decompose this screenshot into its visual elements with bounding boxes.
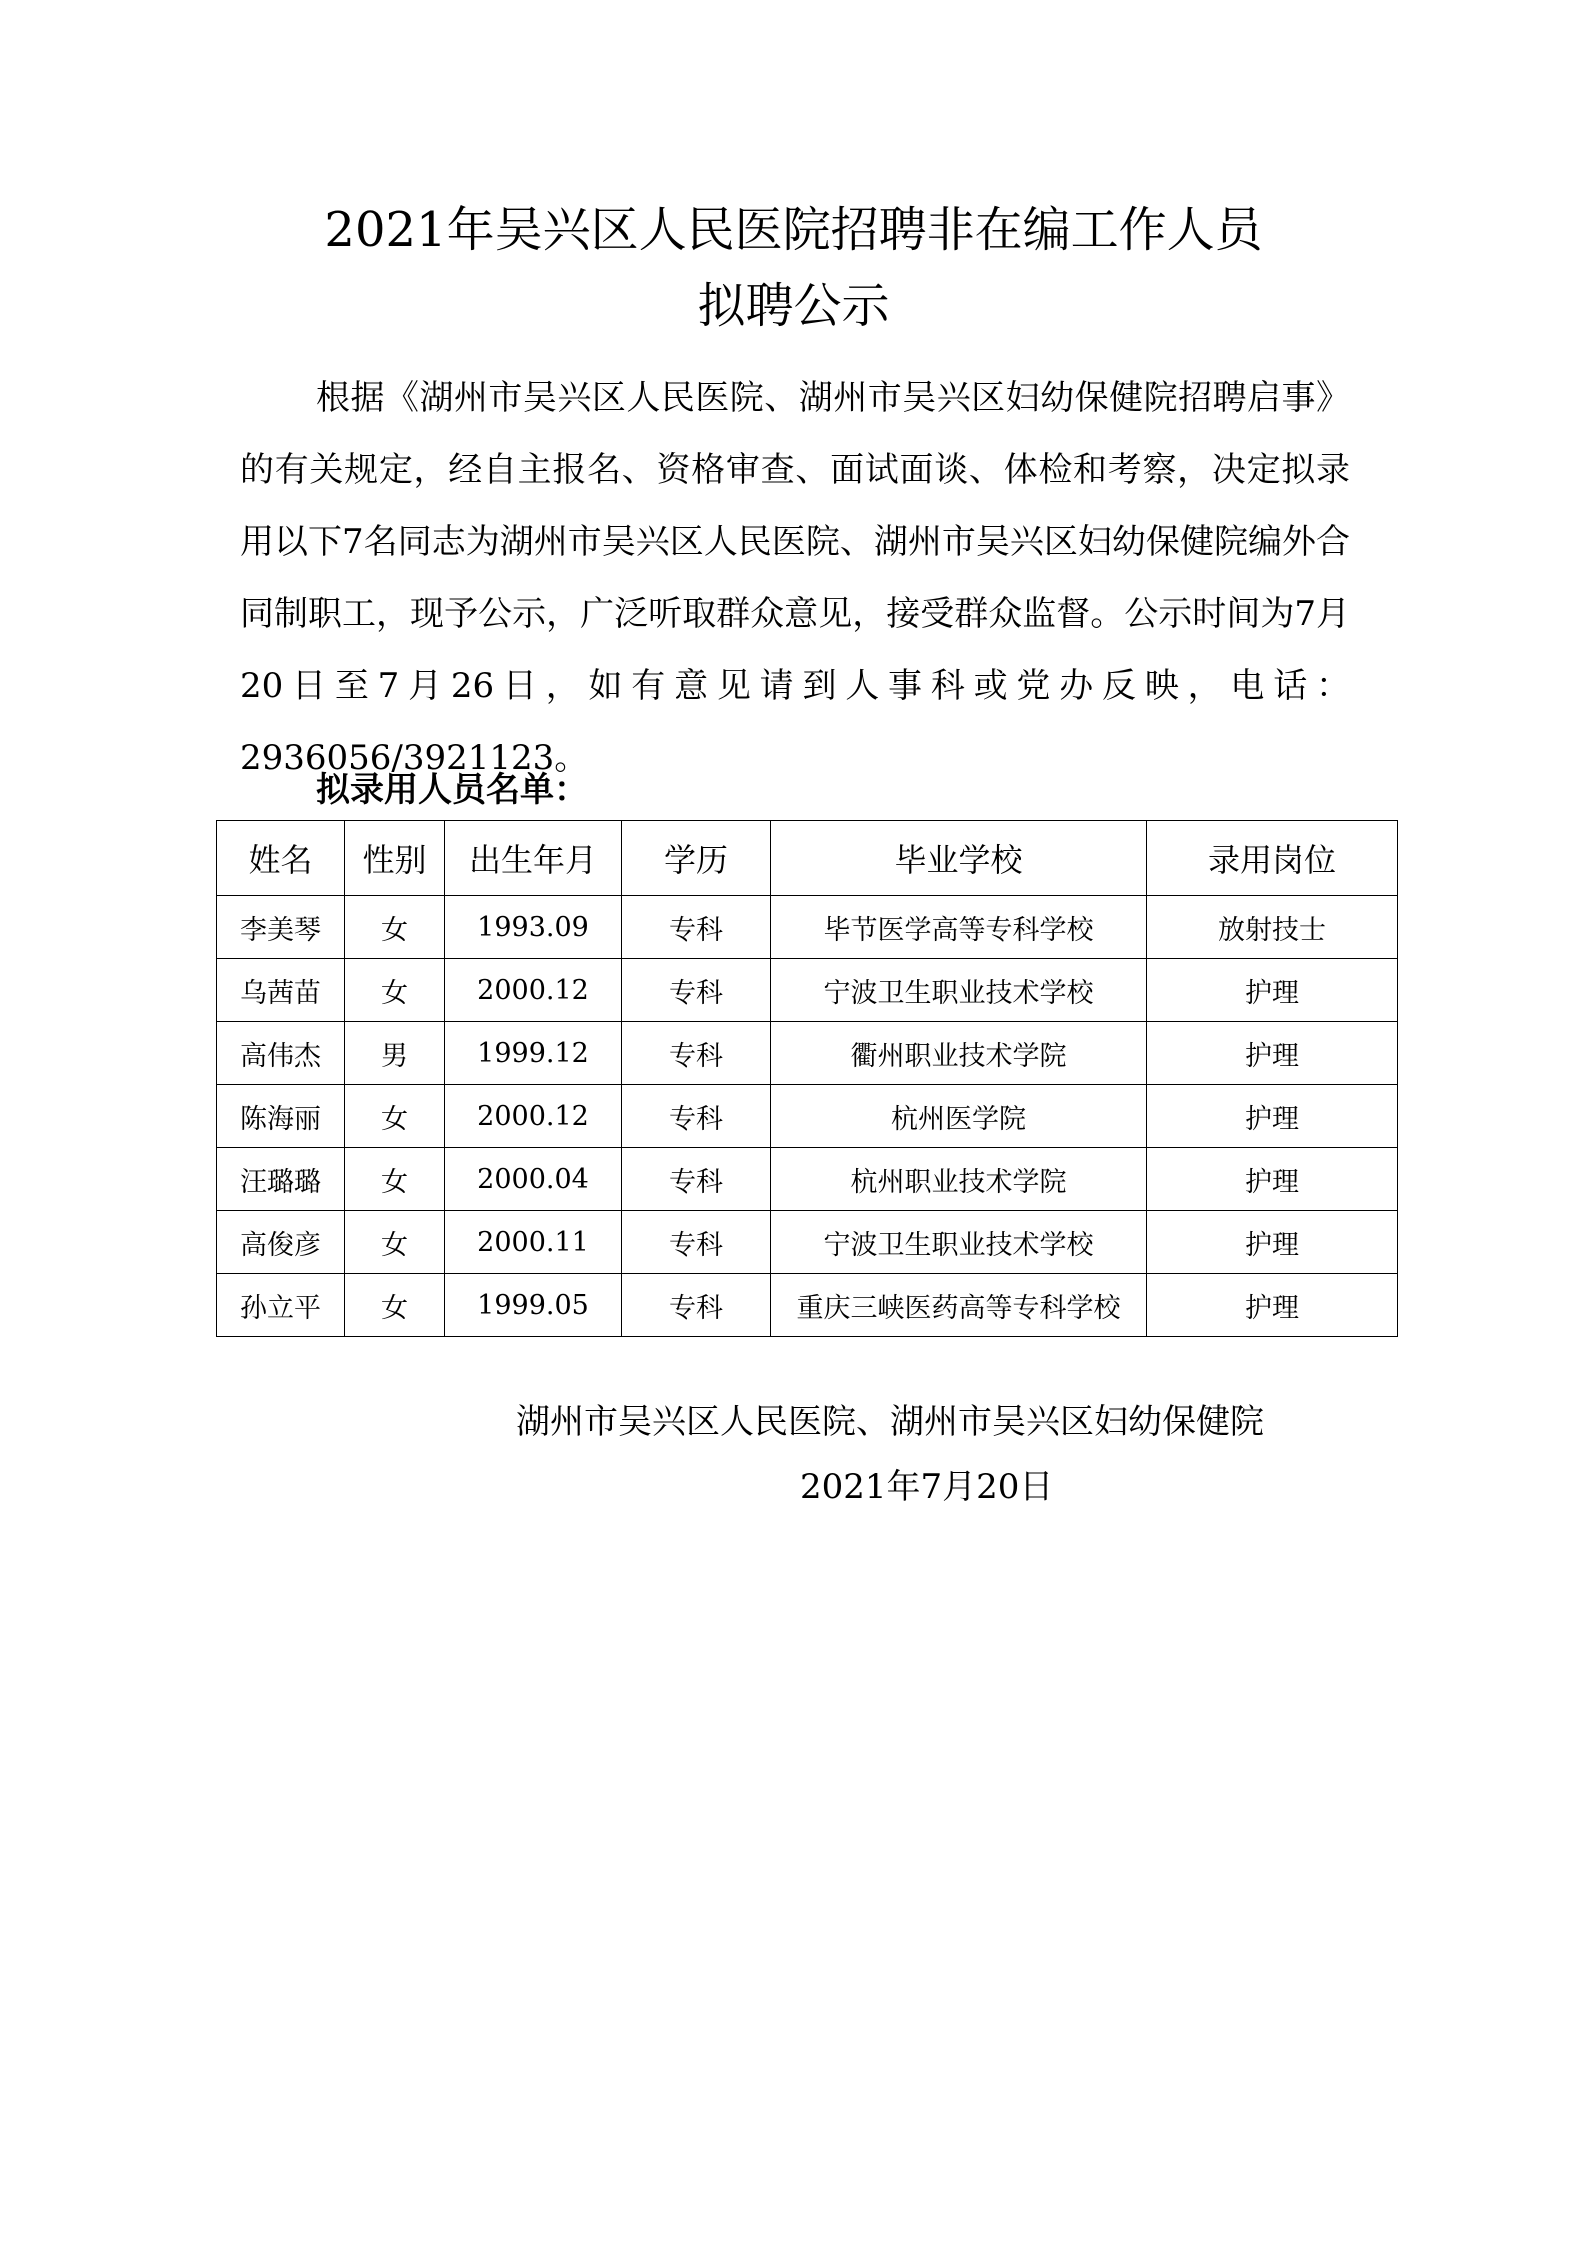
cell-name: 乌茜苗: [217, 959, 345, 1022]
header-gender: 性别: [345, 821, 445, 896]
cell-gender: 女: [345, 959, 445, 1022]
cell-gender: 女: [345, 1211, 445, 1274]
signature-date: 2021年7月20日: [800, 1467, 1054, 1507]
document-title: 2021年吴兴区人民医院招聘非在编工作人员: [324, 202, 1263, 258]
table-row: [217, 1148, 1398, 1211]
signature-organization: 湖州市吴兴区人民医院、湖州市吴兴区妇幼保健院: [516, 1402, 1264, 1442]
cell-education: 专科: [622, 896, 771, 959]
cell-gender: 男: [345, 1022, 445, 1085]
cell-name: 陈海丽: [217, 1085, 345, 1148]
cell-position: 护理: [1147, 1148, 1398, 1211]
cell-position: 护理: [1147, 959, 1398, 1022]
document-subtitle: 拟聘公示: [697, 278, 890, 334]
cell-position: 护理: [1147, 1274, 1398, 1337]
cell-birth: 2000.12: [445, 959, 622, 1022]
cell-education: 专科: [622, 1148, 771, 1211]
table-row: [217, 1274, 1398, 1337]
announcement-paragraph: 根据《湖州市吴兴区人民医院、湖州市吴兴区妇幼保健院招聘启事》的有关规定，经自主报名、资格审查、面试面谈、体检和考察，决定拟录用以下7名同志为湖州市吴兴区人民医院、湖州市吴兴区妇幼保健院编外合同制职工，现予公示，广泛听取群众意见，接受群众监督。公示时间为7月20日至7月26日，如有意见请到人事科或党办反映，电话：2936056/3921123。: [240, 378, 1350, 778]
cell-name: 高伟杰: [217, 1022, 345, 1085]
cell-education: 专科: [622, 1022, 771, 1085]
cell-school: 衢州职业技术学院: [771, 1022, 1147, 1085]
cell-position: 护理: [1147, 1085, 1398, 1148]
table-row: [217, 1211, 1398, 1274]
cell-position: 护理: [1147, 1211, 1398, 1274]
cell-school: 重庆三峡医药高等专科学校: [771, 1274, 1147, 1337]
cell-gender: 女: [345, 1148, 445, 1211]
cell-school: 杭州职业技术学院: [771, 1148, 1147, 1211]
table-row: [217, 896, 1398, 959]
cell-education: 专科: [622, 1085, 771, 1148]
table-row: [217, 959, 1398, 1022]
header-birth: 出生年月: [445, 821, 622, 896]
header-education: 学历: [622, 821, 771, 896]
cell-position: 护理: [1147, 1022, 1398, 1085]
cell-education: 专科: [622, 1211, 771, 1274]
table-row: [217, 1022, 1398, 1085]
cell-name: 李美琴: [217, 896, 345, 959]
header-school: 毕业学校: [771, 821, 1147, 896]
cell-birth: 2000.11: [445, 1211, 622, 1274]
cell-school: 杭州医学院: [771, 1085, 1147, 1148]
list-heading: 拟录用人员名单：: [316, 770, 588, 810]
header-position: 录用岗位: [1147, 821, 1398, 896]
cell-gender: 女: [345, 1085, 445, 1148]
cell-school: 毕节医学高等专科学校: [771, 896, 1147, 959]
cell-name: 高俊彦: [217, 1211, 345, 1274]
cell-education: 专科: [622, 1274, 771, 1337]
cell-gender: 女: [345, 1274, 445, 1337]
cell-school: 宁波卫生职业技术学校: [771, 1211, 1147, 1274]
header-name: 姓名: [217, 821, 345, 896]
table-row: [217, 1085, 1398, 1148]
cell-birth: 1993.09: [445, 896, 622, 959]
cell-position: 放射技士: [1147, 896, 1398, 959]
table-header-row: [217, 821, 1398, 896]
cell-name: 汪璐璐: [217, 1148, 345, 1211]
cell-birth: 1999.05: [445, 1274, 622, 1337]
cell-education: 专科: [622, 959, 771, 1022]
cell-name: 孙立平: [217, 1274, 345, 1337]
cell-birth: 1999.12: [445, 1022, 622, 1085]
cell-birth: 2000.12: [445, 1085, 622, 1148]
cell-school: 宁波卫生职业技术学校: [771, 959, 1147, 1022]
hiring-roster-table: [216, 820, 1398, 1337]
cell-birth: 2000.04: [445, 1148, 622, 1211]
cell-gender: 女: [345, 896, 445, 959]
